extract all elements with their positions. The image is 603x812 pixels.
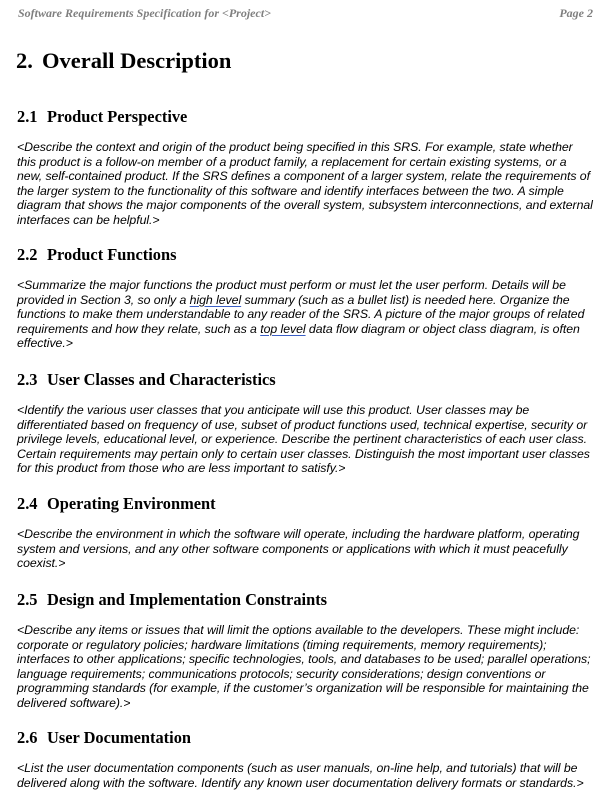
section-title: Product Perspective xyxy=(47,107,188,126)
section-product-functions xyxy=(17,245,594,351)
grammar-underline-top-level[interactable]: top level xyxy=(260,321,306,336)
section-number: 2.5 xyxy=(17,590,38,609)
section-heading xyxy=(17,728,594,748)
section-body: <Identify the various user classes that you anticipate will use this product. User classes may be differentiated based on frequency of use, subset of product functions used, technical expertise, security or privilege levels, educational level, or experience. Describe the pertinent characteristics of each user class. Certain requirements may pertain only to certain user classes. Distinguish the most important user classes for this product from those who are less important to satisfy.> xyxy=(17,403,590,476)
section-design-constraints xyxy=(17,590,594,711)
section-user-documentation xyxy=(17,728,594,790)
section-heading xyxy=(17,107,594,127)
section-title: Design and Implementation Constraints xyxy=(47,590,328,609)
section-user-classes xyxy=(17,370,594,476)
header-document-title: Software Requirements Specification for <Project> xyxy=(18,6,271,20)
section-title: User Classes and Characteristics xyxy=(47,370,276,389)
section-number: 2.2 xyxy=(17,245,38,264)
body-text: summary (such as a bullet list) is needed here. Organize the functions to make them understandable to any reader of the SRS. A picture of the major groups of related requirements and how they relate, such as a xyxy=(17,292,585,336)
chapter-title: Overall Description xyxy=(42,48,232,73)
section-number: 2.1 xyxy=(17,107,38,126)
section-heading xyxy=(17,245,594,265)
section-number: 2.3 xyxy=(17,370,38,389)
section-title: Operating Environment xyxy=(47,494,216,513)
section-body: <List the user documentation components (such as user manuals, on-line help, and tutorials) that will be delivered along with the software. Identify any known user documentation delivery formats or standards.> xyxy=(17,761,584,790)
section-heading xyxy=(17,370,594,390)
section-title: User Documentation xyxy=(47,728,192,747)
running-header xyxy=(18,6,593,21)
section-heading xyxy=(17,590,594,610)
chapter-heading xyxy=(16,48,231,74)
section-body: <Describe the environment in which the software will operate, including the hardware platform, operating system and versions, and any other software components or applications with which it must peacefully coexist.> xyxy=(17,527,580,571)
section-number: 2.4 xyxy=(17,494,38,513)
body-text: data flow diagram or object class diagram, is often effective.> xyxy=(17,321,580,351)
section-title: Product Functions xyxy=(47,245,177,264)
section-number: 2.6 xyxy=(17,728,38,747)
header-page-number: Page 2 xyxy=(559,6,593,20)
section-body xyxy=(17,278,594,351)
section-operating-environment xyxy=(17,494,594,571)
section-body: <Describe any items or issues that will limit the options available to the developers. These might include: corporate or regulatory policies; hardware limitations (timing requirements, memory requirements); interfaces to other applications; specific technologies, tools, and databases to be used; parallel operations; language requirements; communications protocols; security considerations; design conventions or programming standards (for example, if the customer’s organization will be responsible for maintaining the delivered software).> xyxy=(17,623,591,710)
grammar-underline-high-level[interactable]: high level xyxy=(189,292,242,307)
section-product-perspective xyxy=(17,107,594,228)
section-heading xyxy=(17,494,594,514)
section-body: <Describe the context and origin of the product being specified in this SRS. For example, state whether this product is a follow-on member of a product family, a replacement for certain existing systems, or a new, self-contained product. If the SRS defines a component of a larger system, relate the requirements of the larger system to the functionality of this software and identify interfaces between the two. A simple diagram that shows the major components of the overall system, subsystem interconnections, and external interfaces can be helpful.> xyxy=(17,140,593,227)
body-text: <Summarize the major functions the product must perform or must let the user perform. Details will be provided in Section 3, so only a xyxy=(17,278,566,307)
chapter-number: 2. xyxy=(16,48,33,73)
